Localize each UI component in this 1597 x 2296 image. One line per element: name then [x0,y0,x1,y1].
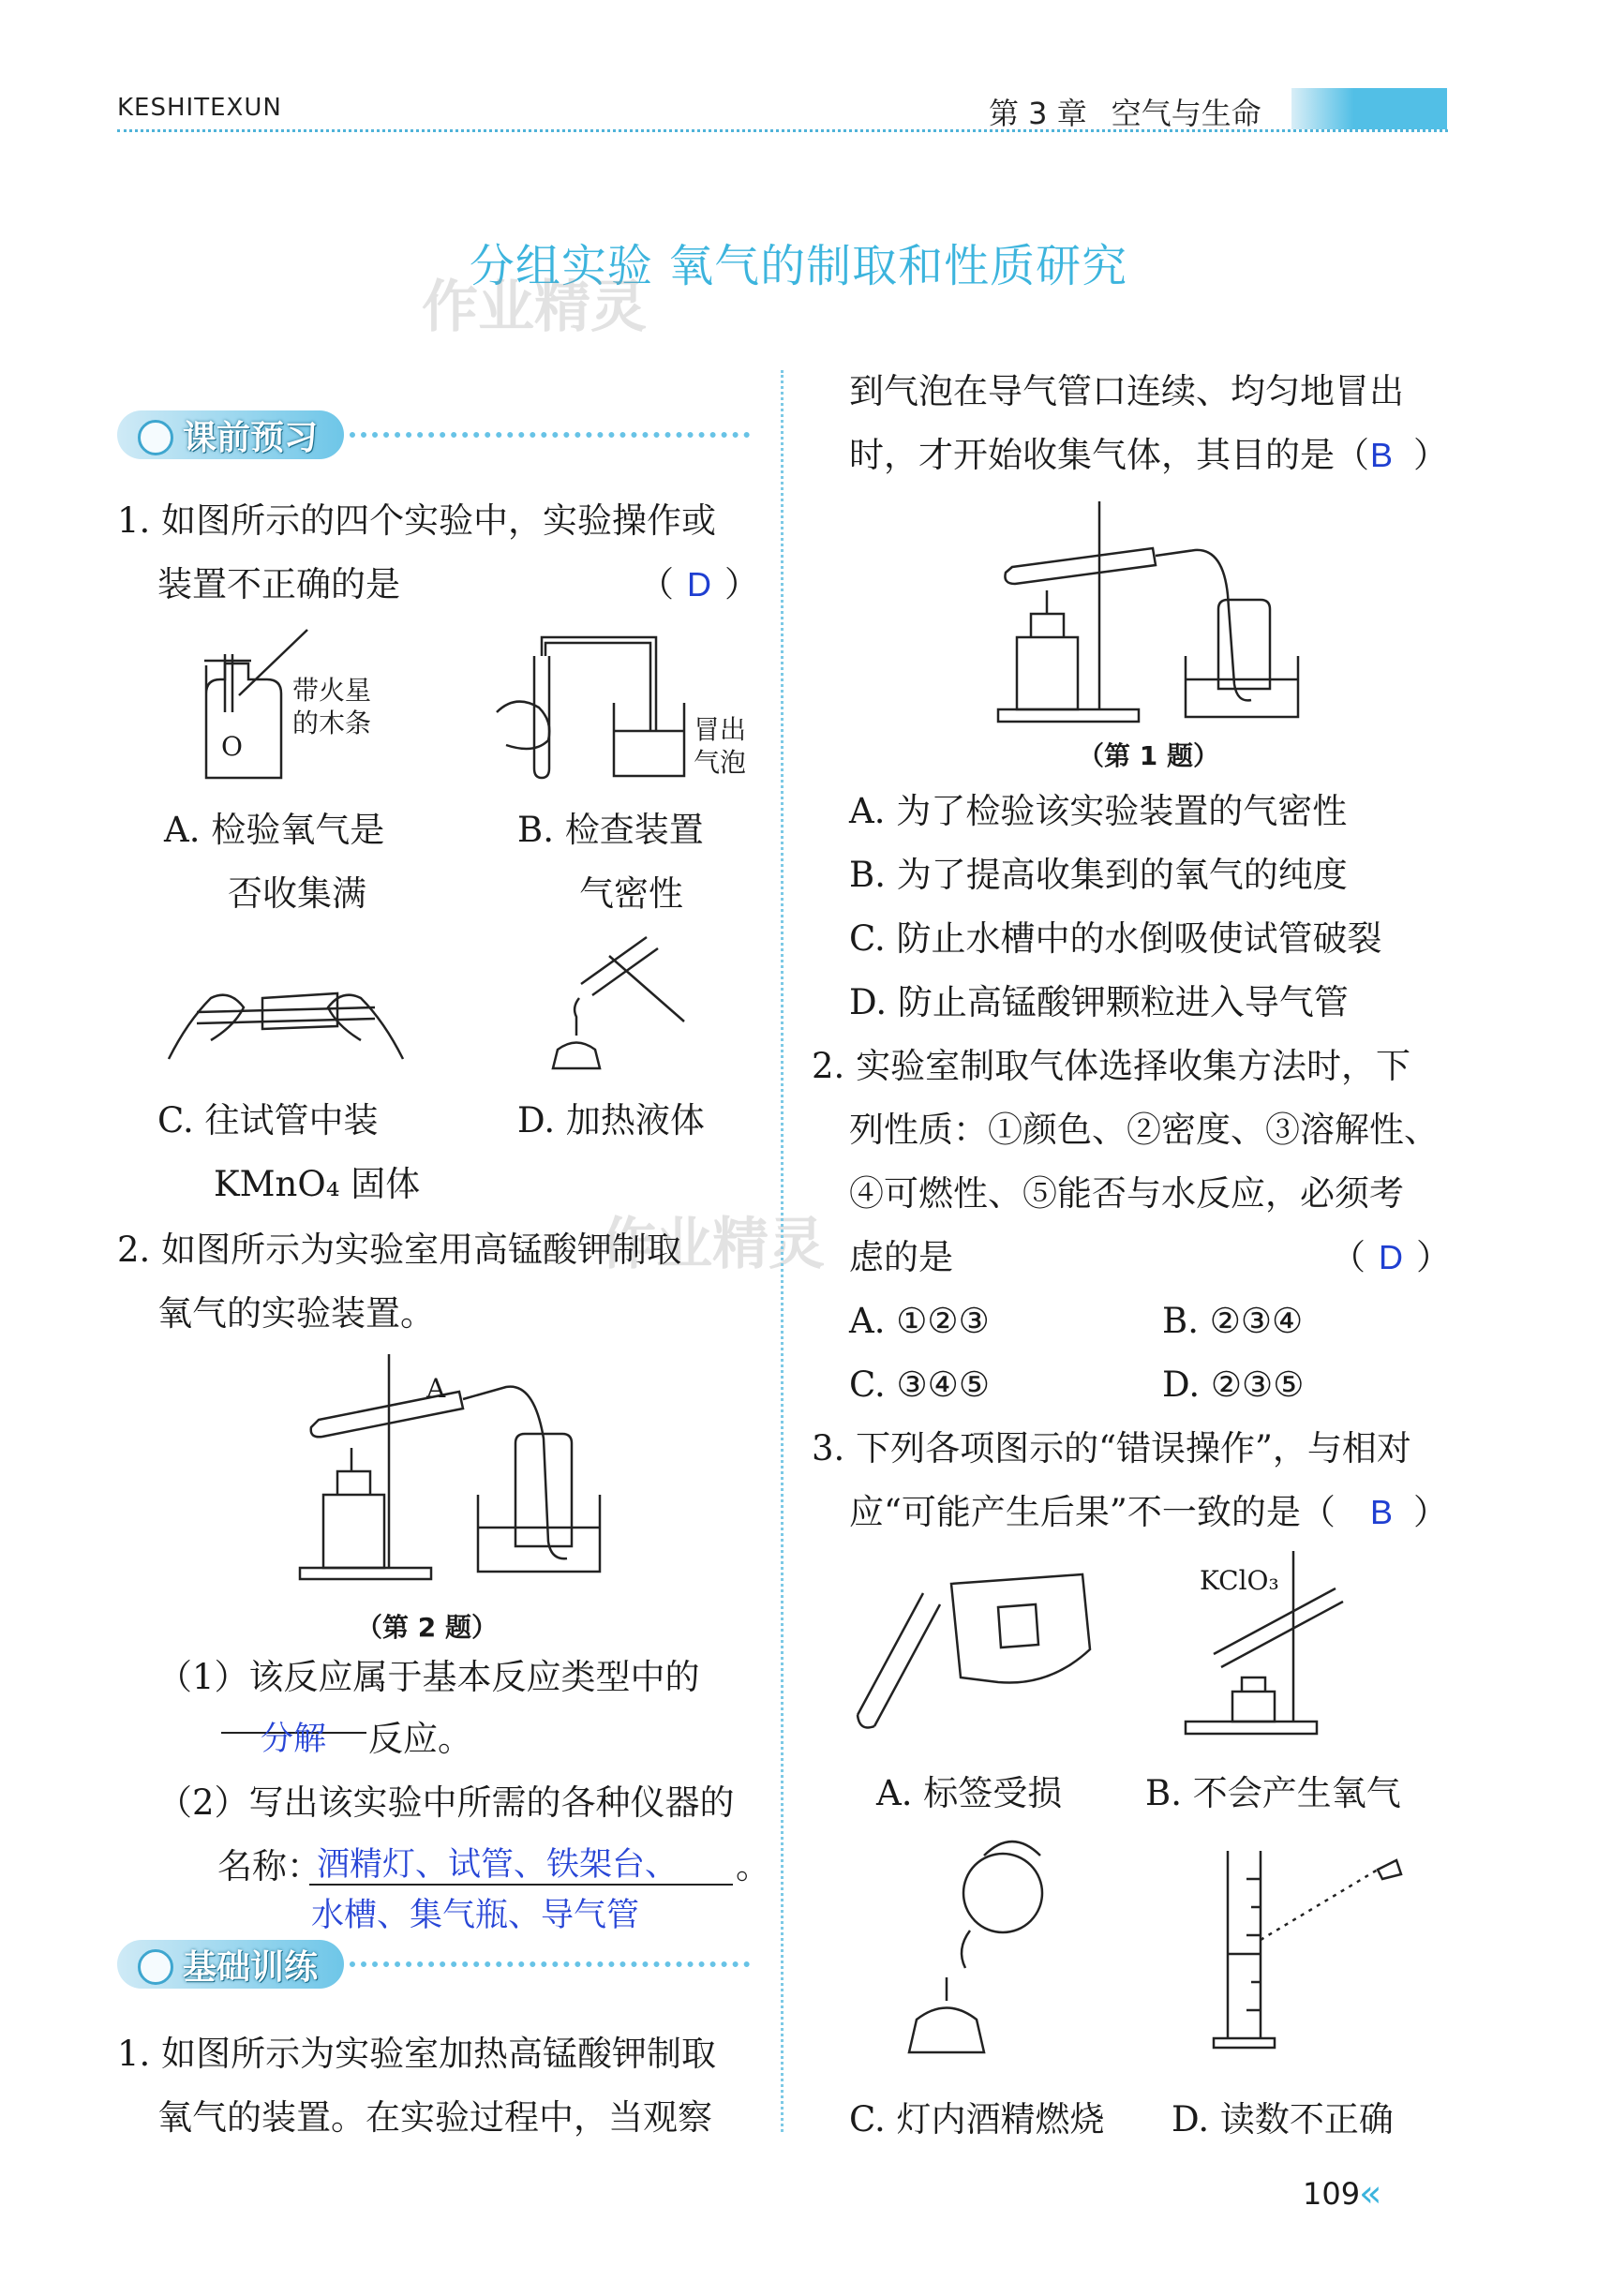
t1-stem-line2: 氧气的装置。在实验过程中，当观察 [157,2097,712,2138]
t1-answer-bracket: B ） [1370,435,1449,475]
fig-pouring-reagent [848,1565,1092,1734]
t2-stem-line2: 列性质：①颜色、②密度、③溶解性、 [849,1110,1439,1150]
q2-caption: （第 2 题） [356,1612,498,1643]
section-training-label: 基础训练 [117,1940,344,1989]
q1-answer: D [687,565,711,604]
fig-heating-liquid [544,937,694,1078]
t2-answer: D [1379,1238,1403,1276]
fig-loading-test-tube [169,956,403,1068]
t2-optA: A. ①②③ [849,1301,990,1341]
t2-stem-line4: 虑的是 [849,1237,953,1277]
fig-blowing-alcohol-lamp [900,1837,1068,2062]
t1-optD: D. 防止高锰酸钾颗粒进入导气管 [849,982,1349,1022]
q1-optC-line2: KMnO₄ 固体 [214,1164,421,1204]
section-preview-label: 课前预习 [117,410,344,459]
q1-optA-line2: 否收集满 [228,873,366,914]
header-brand: KESHITEXUN [117,94,282,122]
fig-t1-apparatus [998,501,1298,726]
t2-stem-line1: 2. 实验室制取气体选择收集方法时，下 [812,1046,1411,1086]
section-training-banner [117,1940,750,1989]
q2-sub1-tail: 反应。 [368,1719,472,1759]
q2-sub2: （2）写出该实验中所需的各种仪器的 [157,1782,735,1823]
watermark: 作业精灵 [422,275,647,340]
section-preview-banner [117,410,750,459]
q1-optB-line1: B. 检查装置 [517,810,704,850]
label-glowing-splint-2: 的木条 [292,708,372,738]
q2-stem-line2: 氧气的实验装置。 [157,1293,435,1334]
t2-stem-line3: ④可燃性、⑤能否与水反应，必须考 [849,1173,1404,1214]
t1-stem-line1: 1. 如图所示为实验室加热高锰酸钾制取 [117,2034,717,2074]
label-bubbles-1: 冒出 [694,714,747,745]
t1-optA: A. 为了检验该实验装置的气密性 [849,791,1348,831]
q1-optC-line1: C. 往试管中装 [157,1100,379,1141]
chapter-number: 第 3 章 [989,96,1087,131]
chapter-title: 空气与生命 [1111,96,1261,131]
q2-sub2-answer-line1: 酒精灯、试管、铁架台、 [317,1846,679,1884]
t1-stem-line3: 到气泡在导气管口连续、均匀地冒出 [849,371,1404,411]
page-title: 分组实验 氧气的制取和性质研究 [469,240,1128,292]
t3-optB: B. 不会产生氧气 [1145,1773,1401,1813]
q2-sub2-answer-line2: 水槽、集气瓶、导气管 [311,1897,640,1934]
t2-answer-bracket: （ D ） [1331,1237,1451,1277]
q1-optA-line1: A. 检验氧气是 [164,810,385,850]
q1-optB-line2: 气密性 [579,873,683,914]
t2-optB: B. ②③④ [1162,1301,1304,1341]
q2-sub2-end: 。 [736,1846,770,1886]
header-divider [117,129,1448,132]
q2-sub1: （1）该反应属于基本反应类型中的 [157,1657,700,1697]
t3-stem-line1: 3. 下列各项图示的“错误操作”，与相对 [812,1428,1411,1469]
t3-stem-line2: 应“可能产生后果”不一致的是（ [849,1492,1336,1532]
label-bubbles-2: 气泡 [694,747,747,778]
label-glowing-splint-1: 带火星 [292,675,372,706]
column-divider [781,370,784,2132]
fig-kmno4-apparatus [300,1354,600,1584]
label-o2: O [221,731,243,762]
t3-optC: C. 灯内酒精燃烧 [849,2099,1105,2139]
t2-optC: C. ③④⑤ [849,1364,991,1405]
chapter-heading [989,90,1261,133]
q2-sub1-answer: 分解 [261,1721,327,1758]
t3-answer: B [1370,1493,1394,1531]
q1-answer-bracket: （ D ） [639,564,759,604]
t3-optA: A. 标签受损 [876,1773,1063,1813]
q2-sub2-blank-line [309,1884,733,1886]
q1-stem-line1: 1. 如图所示的四个实验中，实验操作或 [117,500,717,541]
page-number: 109 [1303,2176,1361,2212]
page-arrow-icon: « [1359,2172,1382,2215]
q1-optD: D. 加热液体 [517,1100,705,1141]
t1-caption: （第 1 题） [1078,740,1219,771]
t1-optC: C. 防止水槽中的水倒吸使试管破裂 [849,918,1382,959]
fig-airtightness-check [497,637,684,787]
fig-graduated-cylinder [1209,1851,1406,2057]
t3-answer-bracket: B ） [1370,1492,1449,1532]
header-color-block [1291,88,1447,129]
t1-optB: B. 为了提高收集到的氧气的纯度 [849,855,1348,895]
q2-stem-line1: 2. 如图所示为实验室用高锰酸钾制取 [117,1230,682,1270]
t1-answer: B [1370,436,1394,474]
watermark: 作业精灵 [600,1212,825,1277]
t3-optD: D. 读数不正确 [1172,2099,1394,2139]
label-A: A [426,1373,446,1404]
q2-sub2-label: 名称： [217,1846,321,1886]
t1-stem-line4: 时，才开始收集气体，其目的是（ [849,435,1369,475]
t2-optD: D. ②③⑤ [1162,1364,1305,1405]
q1-stem-line2: 装置不正确的是 [157,564,400,604]
label-kclo3: KClO₃ [1200,1565,1279,1596]
